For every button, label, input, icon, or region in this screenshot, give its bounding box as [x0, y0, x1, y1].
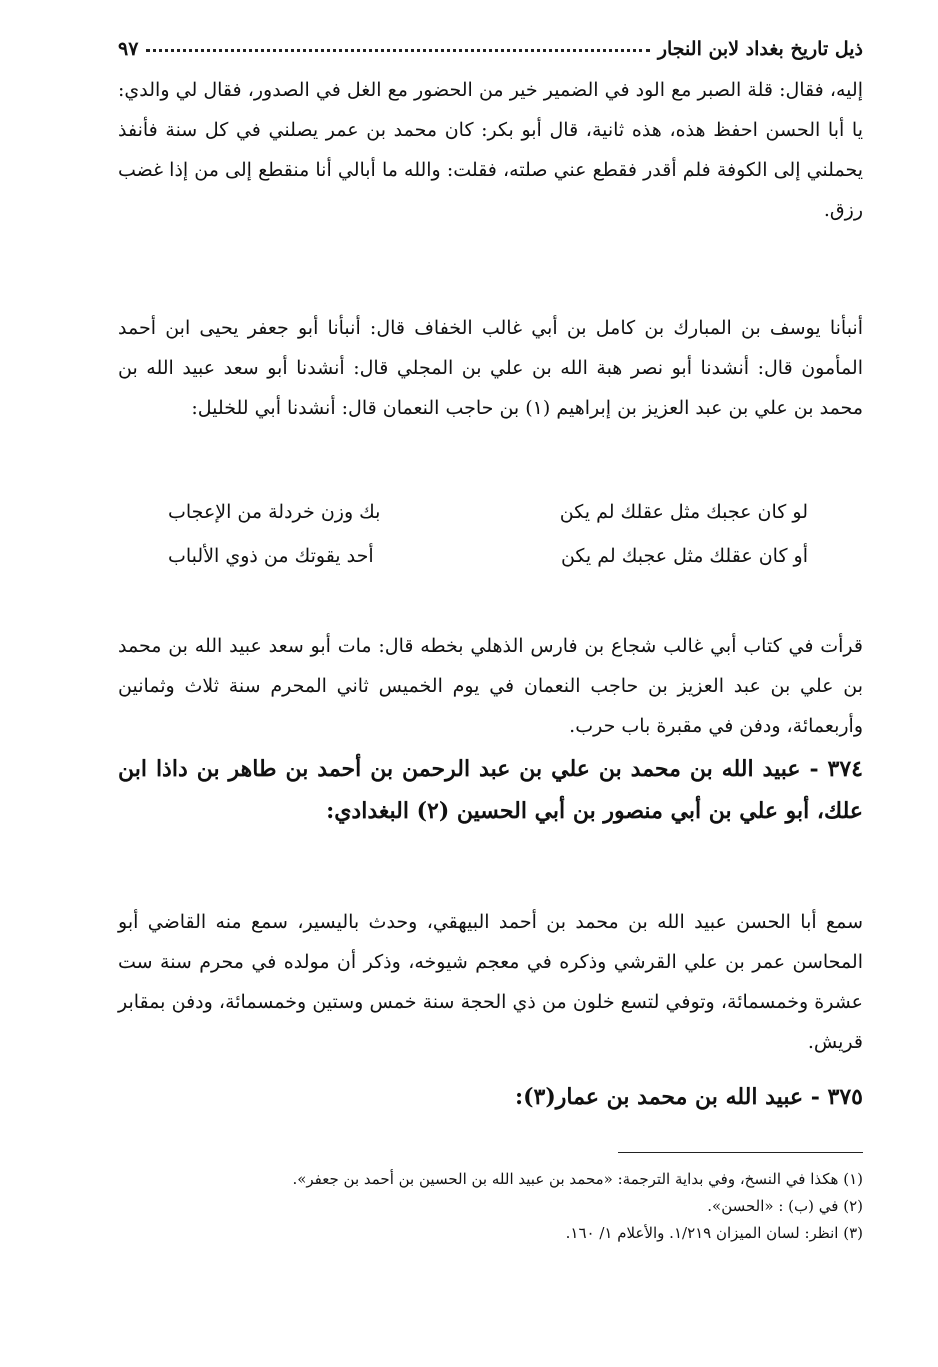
entry-heading-375: ٣٧٥ - عبيد الله بن محمد بن عمار(٣):: [515, 1084, 863, 1110]
running-header: [118, 28, 863, 60]
page-number: ٩٧: [118, 38, 139, 60]
hemistich-second: أحد يقوتك من ذوي الألباب: [168, 545, 374, 567]
footnote-separator: [618, 1152, 863, 1153]
poem: [168, 490, 808, 578]
footnote-3: (٣) انظر: لسان الميزان ١/٢١٩. والأعلام ١/ ١٦٠.: [565, 1224, 863, 1242]
footnote-2: (٢) في (ب) : «الحسن».: [707, 1197, 863, 1215]
poem-verse: [168, 490, 808, 534]
hemistich-first: لو كان عجبك مثل عقلك لم يكن: [559, 501, 808, 523]
footnote-1: (١) هكذا في النسخ، وفي بداية الترجمة: «محمد بن عبيد الله بن الحسين بن أحمد بن جعفر».: [292, 1170, 863, 1188]
entry-heading-374: ٣٧٤ - عبيد الله بن محمد بن علي بن عبد الرحمن بن أحمد بن طاهر بن داذا ابن علك، أبو علي بن أبي منصور بن أبي الحسين (٢) البغدادي:: [118, 756, 863, 824]
hemistich-first: أو كان عقلك مثل عجبك لم يكن: [560, 545, 808, 567]
footnotes: [118, 1166, 863, 1247]
paragraph-entry-374: سمع أبا الحسن عبيد الله بن محمد بن أحمد البيهقي، وحدث باليسير، سمع منه القاضي أبو المحاسن عمر بن علي القرشي وذكره في معجم شيوخه، وذكر أن مولده في محرم سنة ست عشرة وخمسمائة، وتوفي لتسع خلون من ذي الحجة سنة خمس وستين وخمسمائة، ودفن بمقابر قريش.: [118, 911, 863, 1053]
leader-dots: [146, 48, 649, 52]
paragraph-isnad: أنبأنا يوسف بن المبارك بن كامل بن أبي غالب الخفاف قال: أنبأنا أبو جعفر يحيى ابن أحمد المأمون قال: أنشدنا أبو نصر هبة الله بن علي بن المجلي قال: أنشدنا أبو سعد عبيد الله بن محمد بن علي بن عبد العزيز بن إبراهيم (١) بن حاجب النعمان قال: أنشدنا أبي للخليل:: [118, 317, 863, 419]
book-title: ذيل تاريخ بغداد لابن النجار: [657, 38, 863, 60]
document-page: [118, 28, 863, 1348]
paragraph-death-note: قرأت في كتاب أبي غالب شجاع بن فارس الذهلي بخطه قال: مات أبو سعد عبيد الله بن محمد بن علي بن عبد العزيز بن حاجب النعمان في يوم الخميس ثاني المحرم سنة ثلاث وثمانين وأربعمائة، ودفن في مقبرة باب حرب.: [118, 635, 863, 737]
paragraph-continuation: إليه، فقال: قلة الصبر مع الود في الضمير خير من الحضور مع الغل في الصدور، فقال لي والدي: يا أبا الحسن احفظ هذه، هذه ثانية، قال أبو بكر: كان محمد بن عمر يصلني في كل سنة فأنفذ يحملني إلى الكوفة فلم أقدر فقطع عني صلته، فقلت: والله ما أبالي أنا منقطع إلى من إذا غضب رزق.: [118, 79, 863, 221]
poem-verse: [168, 534, 808, 578]
hemistich-second: بك وزن خردلة من الإعجاب: [168, 501, 381, 523]
